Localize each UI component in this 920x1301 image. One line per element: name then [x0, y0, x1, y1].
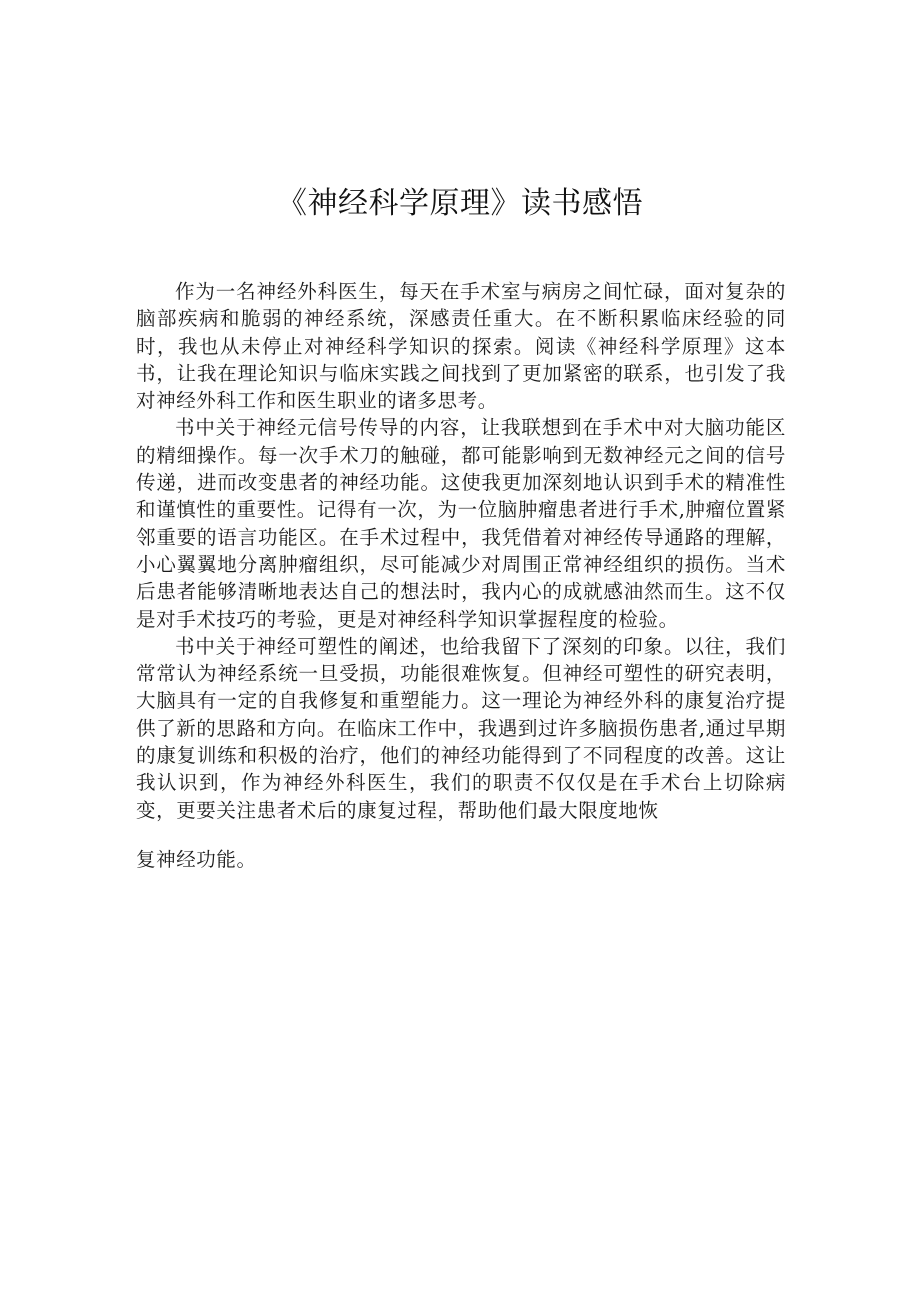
paragraph-continuation: 复神经功能。	[136, 847, 257, 871]
paragraph-3: 书中关于神经可塑性的阐述，也给我留下了深刻的印象。以往，我们常常认为神经系统一旦受损，功能很难恢复。但神经可塑性的研究表明，大脑具有一定的自我修复和重塑能力。这一理论为神经外科的康复治疗提供了新的思路和方向。在临床工作中，我遇到过许多脑损伤患者,通过早期的康复训练和积极的治疗，他们的神经功能得到了不同程度的改善。这让我认识到，作为神经外科医生，我们的职责不仅仅是在手术台上切除病变，更要关注患者术后的康复过程，帮助他们最大限度地恢	[136, 634, 786, 822]
document-body	[136, 278, 786, 873]
paragraph-1: 作为一名神经外科医生，每天在手术室与病房之间忙碌，面对复杂的脑部疾病和脆弱的神经系统，深感责任重大。在不断积累临床经验的同时，我也从未停止对神经科学知识的探索。阅读《神经科学原理》这本书，让我在理论知识与临床实践之间找到了更加紧密的联系，也引发了我对神经外科工作和医生职业的诸多思考。	[136, 280, 786, 413]
document-title: 《神经科学原理》读书感悟	[277, 186, 643, 221]
paragraph-2: 书中关于神经元信号传导的内容，让我联想到在手术中对大脑功能区的精细操作。每一次手术刀的触碰，都可能影响到无数神经元之间的信号传递，进而改变患者的神经功能。这使我更加深刻地认识到手术的精准性和谨慎性的重要性。记得有一次，为一位脑肿瘤患者进行手术,肿瘤位置紧邻重要的语言功能区。在手术过程中，我凭借着对神经传导通路的理解，小心翼翼地分离肿瘤组织，尽可能减少对周围正常神经组织的损伤。当术后患者能够清晰地表达自己的想法时，我内心的成就感油然而生。这不仅是对手术技巧的考验，更是对神经科学知识掌握程度的检验。	[136, 416, 786, 631]
